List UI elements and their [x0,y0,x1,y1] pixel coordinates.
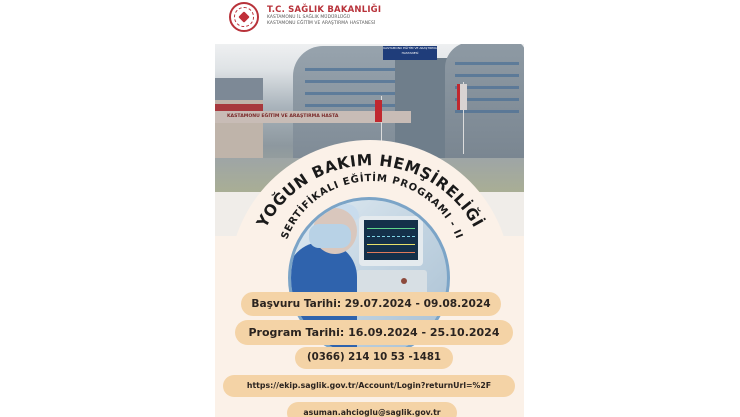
phone-number: (0366) 214 10 53 -1481 [295,347,453,369]
gate-sign: KASTAMONU EĞİTİM VE ARAŞTIRMA HASTA [215,111,411,123]
ministry-name: T.C. SAĞLIK BAKANLIĞI [267,5,382,15]
application-dates: Başvuru Tarihi: 29.07.2024 - 09.08.2024 [241,292,501,316]
building-sign: KASTAMONU EĞİTİM VE ARAŞTIRMA HASTANESİ [383,46,437,60]
program-subtitle: SERTİFİKALI EĞİTİM PROGRAMI - II [279,172,465,241]
hospital-name: KASTAMONU EĞİTİM VE ARAŞTIRMA HASTANESİ [267,21,376,26]
provincial-directorate: KASTAMONU İL SAĞLIK MÜDÜRLÜĞÜ [267,15,351,20]
program-dates: Program Tarihi: 16.09.2024 - 25.10.2024 [235,320,513,345]
application-url[interactable]: https://ekip.saglik.gov.tr/Account/Login?returnUrl=%2F [223,375,515,397]
contact-email[interactable]: asuman.ahcioglu@saglik.gov.tr [287,402,457,417]
flag-icon [375,100,382,122]
poster [215,0,524,417]
header-band [215,0,524,44]
flag-icon [457,84,467,110]
ministry-logo-icon [229,2,259,32]
program-title-main: YOĞUN BAKIM HEMŞİRELİĞİ [253,151,487,231]
program-title [215,150,524,280]
